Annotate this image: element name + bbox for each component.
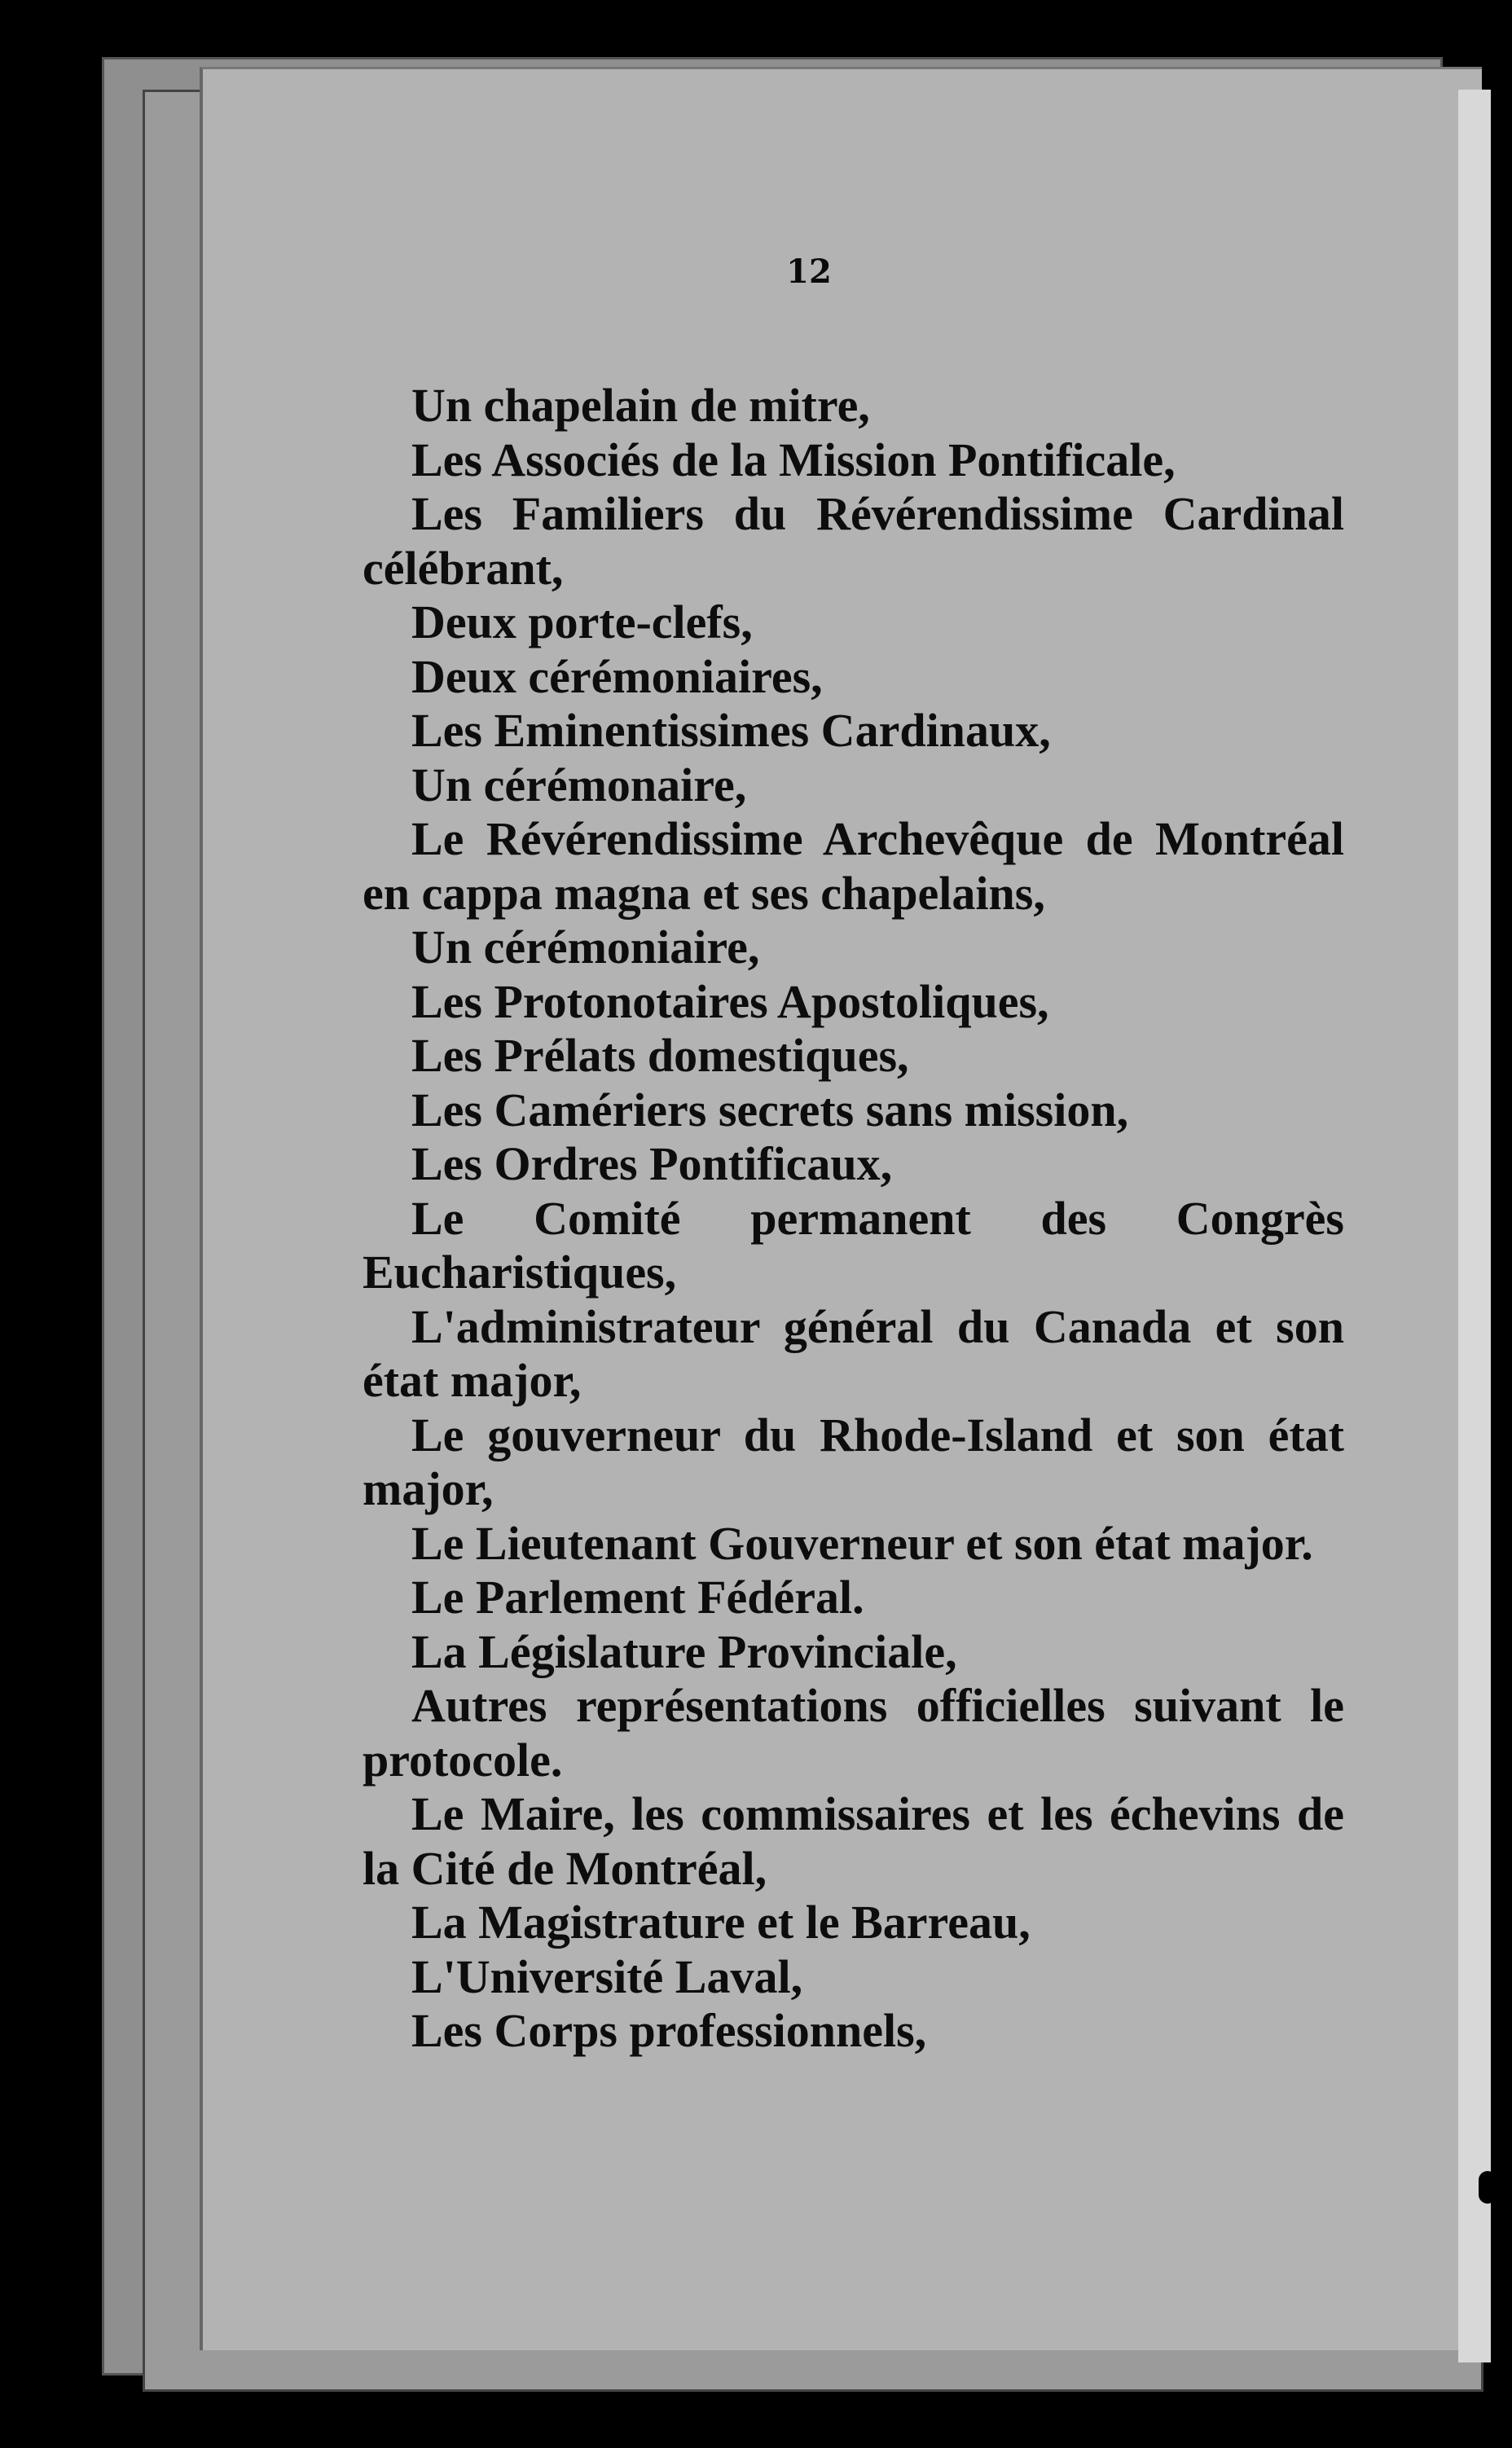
list-entry: Les Ordres Pontificaux,	[411, 1137, 893, 1190]
list-entry: L'Université Laval,	[411, 1949, 803, 2003]
list-entry: Le Parlement Fédéral.	[411, 1571, 864, 1624]
binding-hole	[1497, 1637, 1512, 1670]
list-entry: Un cérémoniaire,	[411, 921, 760, 973]
list-entry: Un chapelain de mitre,	[411, 379, 870, 432]
binding-hole	[1497, 1430, 1512, 1462]
list-entry: Le Comité permanent des Congrès Eucharistiques,	[363, 1191, 1344, 1299]
list-entry: Les Associés de la Mission Pontificale,	[411, 433, 1176, 486]
list-entry: Deux porte-clefs,	[411, 596, 753, 648]
page-edge	[1458, 90, 1491, 2362]
list-entry: Un cérémonaire,	[411, 758, 747, 811]
list-entry: Le Maire, les commissaires et les échevins de la Cité de Montréal,	[363, 1787, 1344, 1895]
list-entry: Deux cérémoniaires,	[411, 649, 823, 703]
binding-hole	[1479, 2171, 1497, 2204]
list-entry: Les Protonotaires Apostoliques,	[411, 974, 1049, 1028]
list-entry: Autres représentations officielles suivant le protocole.	[363, 1679, 1344, 1787]
list-entry: Les Corps professionnels,	[411, 2004, 927, 2057]
list-entry: Les Familiers du Révérendissime Cardinal célébrant,	[363, 487, 1344, 595]
list-entry: Le Lieutenant Gouverneur et son état major.	[411, 1516, 1313, 1570]
list-entry: La Magistrature et le Barreau,	[411, 1896, 1031, 1949]
list-entry: Le gouverneur du Rhode-Island et son état major,	[363, 1408, 1344, 1515]
list-entry: Les Eminentissimes Cardinaux,	[411, 704, 1051, 757]
list-entry: Les Camériers secrets sans mission,	[411, 1083, 1129, 1136]
list-entry: La Législature Provinciale,	[411, 1624, 957, 1678]
list-entry: Les Prélats domestiques,	[411, 1029, 909, 1082]
list-entry: L'administrateur général du Canada et son état major,	[363, 1299, 1344, 1407]
list-entry: Le Révérendissime Archevêque de Montréal en cappa magna et ses chapelains,	[363, 812, 1344, 920]
page-number: 12	[786, 253, 832, 291]
procession-list	[363, 379, 1344, 2059]
